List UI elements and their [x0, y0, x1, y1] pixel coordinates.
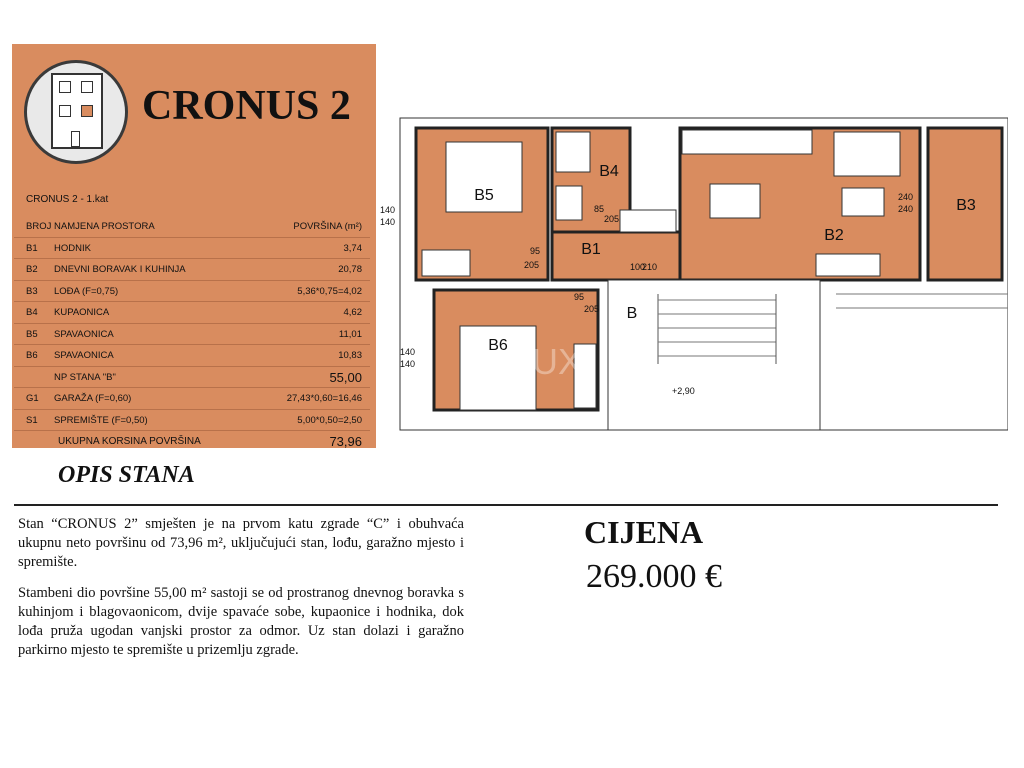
- row-name: SPREMIŠTE (F=0,50): [54, 414, 148, 426]
- coffee-table-b2: [842, 188, 884, 216]
- row-id: B3: [26, 285, 38, 297]
- row-id: S1: [26, 414, 38, 426]
- dim-label: 85: [594, 204, 605, 214]
- table-b2: [710, 184, 760, 218]
- header-area: POVRŠINA (m²): [293, 221, 362, 232]
- building-logo-icon: [24, 60, 128, 164]
- row-id: B5: [26, 328, 38, 340]
- floor-plan: [376, 100, 1008, 434]
- section-heading: OPIS STANA: [58, 462, 195, 488]
- np-label: NP STANA "B": [54, 371, 116, 383]
- np-value: 55,00: [329, 369, 362, 385]
- row-id: B6: [26, 350, 38, 361]
- row-name: HODNIK: [54, 242, 91, 254]
- row-name: SPAVAONICA: [54, 328, 114, 340]
- watermark-text: DUX: [506, 341, 583, 382]
- description: [18, 515, 464, 672]
- table-header-row: [14, 216, 370, 238]
- row-area: 20,78: [338, 264, 362, 275]
- total-value: 73,96: [329, 434, 362, 449]
- total-label: UKUPNA KORSINA POVRŠINA: [58, 436, 201, 447]
- area-table: [14, 216, 370, 452]
- label-b2: B2: [824, 227, 844, 244]
- table-row: [14, 281, 370, 303]
- np-row: [14, 367, 370, 389]
- dim-label: 240: [898, 192, 914, 202]
- table-row: [14, 410, 370, 432]
- dim-label: 205: [584, 304, 600, 314]
- stairwell: [608, 280, 820, 430]
- dim-label: 140: [380, 217, 396, 227]
- table-row: [14, 388, 370, 410]
- dim-label: 140: [380, 205, 396, 215]
- dim-label: 205: [604, 214, 620, 224]
- row-id: G1: [26, 393, 39, 404]
- dim-label: 95: [574, 292, 585, 302]
- label-b3: B3: [956, 197, 976, 214]
- wardrobe-b5: [422, 250, 470, 276]
- row-name: GARAŽA (F=0,60): [54, 393, 132, 404]
- table-row: [14, 302, 370, 324]
- table-title: CRONUS 2 - 1.kat: [26, 194, 109, 205]
- cabinet-b1: [620, 210, 676, 232]
- header-number: BROJ: [26, 221, 52, 232]
- row-name: DNEVNI BORAVAK I KUHINJA: [54, 264, 186, 275]
- description-paragraph: Stan “CRONUS 2” smješten je na prvom katu zgrade “C” i obuhvaća ukupnu neto površinu od 73,96 m², uključujući stan, lođu, garažno mjesto i spremište.: [18, 516, 464, 570]
- row-area: 4,62: [343, 307, 362, 318]
- info-panel: [12, 44, 376, 448]
- row-area: 5,00*0,50=2,50: [297, 414, 362, 426]
- dim-label: 140: [400, 359, 416, 369]
- description-paragraph: Stambeni dio površine 55,00 m² sastoji se od prostranog dnevnog boravka s kuhinjom i blagovaonicom, dvije spavaće sobe, kupaonice i hodnika, dok lođa pruža ugodan vanjski prostor za odmor. Uz stan dolazi i garažno parkirno mjesto te spremište u prizemlju zgrade.: [18, 585, 464, 658]
- row-area: 3,74: [343, 242, 362, 254]
- dim-label: 210: [642, 262, 658, 272]
- label-b1: B1: [581, 241, 601, 258]
- row-id: B2: [26, 264, 38, 275]
- shower-b4: [556, 132, 590, 172]
- row-name: LOĐA (F=0,75): [54, 285, 119, 297]
- label-b5: B5: [474, 187, 494, 204]
- row-area: 5,36*0,75=4,02: [297, 285, 362, 297]
- label-b4: B4: [599, 163, 619, 180]
- building-icon: [51, 73, 103, 149]
- table-row: [14, 345, 370, 367]
- dim-label: 95: [530, 246, 541, 256]
- row-id: B1: [26, 242, 38, 254]
- table-row: [14, 324, 370, 346]
- row-name: KUPAONICA: [54, 307, 110, 318]
- table-row: [14, 238, 370, 260]
- price-label: CIJENA: [584, 514, 704, 550]
- room-b1: [552, 232, 680, 280]
- label-b6: B6: [488, 337, 508, 354]
- sink-b4: [556, 186, 582, 220]
- label-entry: B: [626, 305, 638, 322]
- table-row: [14, 259, 370, 281]
- row-id: B4: [26, 307, 38, 318]
- total-row: [14, 431, 370, 452]
- dim-label: 205: [524, 260, 540, 270]
- row-area: 11,01: [338, 328, 362, 340]
- row-area: 27,43*0,60=16,46: [286, 393, 362, 404]
- row-name: SPAVAONICA: [54, 350, 114, 361]
- section-divider: [14, 504, 998, 506]
- dim-label: 140: [400, 347, 416, 357]
- dim-label: 240: [898, 204, 914, 214]
- dim-label: 100: [630, 262, 646, 272]
- brand-title: CRONUS 2: [142, 83, 351, 129]
- price-value: 269.000 €: [586, 558, 722, 595]
- sofa-b2: [834, 132, 900, 176]
- kitchen-counter: [682, 130, 812, 154]
- row-area: 10,83: [338, 350, 362, 361]
- header-purpose: NAMJENA PROSTORA: [54, 221, 155, 232]
- level-label: +2,90: [672, 386, 695, 396]
- tv-unit-b2: [816, 254, 880, 276]
